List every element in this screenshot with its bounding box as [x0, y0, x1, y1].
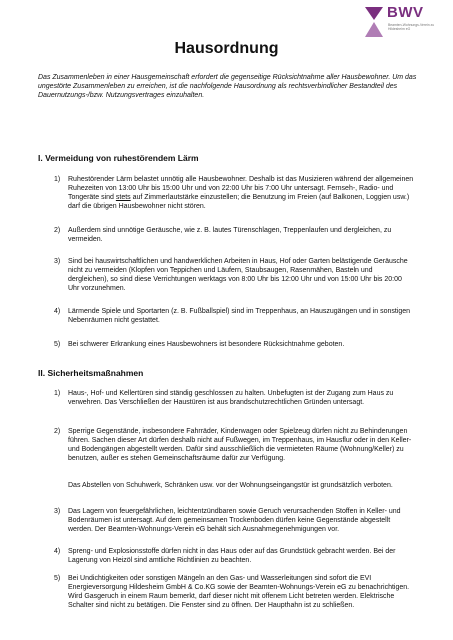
page-title: Hausordnung	[174, 40, 279, 57]
list-item	[54, 340, 414, 349]
item-number: 4)	[54, 308, 61, 315]
item-number: 5)	[54, 341, 61, 348]
list-item	[54, 389, 414, 407]
item-text: Ruhestörender Lärm belastet unnötig alle Hausbewohner. Deshalb ist das Musizieren während der allgemeinen Ruhezeiten von 13:00 Uhr bis 15:00 Uhr und von 22:00 Uhr bis 7:00 Uhr untersagt. Fernseh-, Radio- und Tongeräte sind stets auf Zimmerlautstärke einzustellen; die Benutzung im Freien (auf Balkonen, Loggien usw.) darf die übrigen Hausbewohner nicht stören.	[68, 176, 414, 210]
list-item	[54, 226, 414, 244]
item-text: Bei Undichtigkeiten oder sonstigen Mängeln an den Gas- und Wasserleitungen sind sofort die EVI Energieversorgung Hildesheim GmbH & Co.KG sowie der Beamten-Wohnungs-Verein eG zu benachrichtigen. Wird Gasgeruch in einem Raum bemerkt, darf dieser nicht mit offenem Licht betreten werden. Elektrische Schalter sind nicht zu betätigen. Die Fenster sind zu öffnen. Der Haupthahn ist zu schließen.	[68, 575, 410, 609]
logo-triangles-icon	[365, 7, 385, 37]
item-number: 1)	[54, 176, 61, 183]
logo-subtitle: Beamten-Wohnungs-Verein zu Hildesheim eG	[388, 23, 435, 31]
item-number: 3)	[54, 258, 61, 265]
item-text: Lärmende Spiele und Sportarten (z. B. Fußballspiel) sind im Treppenhaus, an Hauszugängen und in sonstigen Nebenräumen nicht gestattet.	[68, 308, 411, 324]
section-title-sicherheit: II. Sicherheitsmaßnahmen	[38, 368, 144, 378]
list-item	[54, 574, 414, 610]
list-item	[54, 307, 414, 325]
item-number: 1)	[54, 390, 61, 397]
list-item	[54, 175, 414, 211]
section-title-laerm: I. Vermeidung von ruhestörendem Lärm	[38, 153, 199, 163]
item-text: Spreng- und Explosionsstoffe dürfen nicht in das Haus oder auf das Grundstück gebracht werden. Bei der Lagerung von Heizöl sind amtliche Richtlinien zu beachten.	[68, 548, 396, 564]
item-number: 2)	[54, 227, 61, 234]
emphasis-text: stets	[115, 194, 131, 201]
item-text: Bei schwerer Erkrankung eines Hausbewohners ist besondere Rücksichtnahme geboten.	[68, 341, 345, 348]
item-text: Außerdem sind unnötige Geräusche, wie z. B. lautes Türenschlagen, Treppenlaufen und dergleichen, zu vermeiden.	[68, 227, 392, 243]
intro-text: Das Zusammenleben in einer Hausgemeinschaft erfordert die gegenseitige Rücksichtnahme aller Hausbewohner. Um das ungestörte Zusammenleben zu erreichen, ist die nachfolgende Hausordnung als rechtsverbindlicher Bestandteil des Dauernutzungs-/bzw. Nutzungsvertrages einzuhalten.	[38, 74, 417, 99]
item-text: Das Lagern von feuergefährlichen, leichtentzündbaren sowie Geruch verursachenden Stoffen in Keller- und Bodenräumen ist untersagt. Auf dem gemeinsamen Trockenboden dürfen keine Gegenstände abgestellt werden. Der Beamten-Wohnungs-Verein eG behält sich Ausnahmegenehmigungen vor.	[68, 508, 401, 533]
item-number: 4)	[54, 548, 61, 555]
paragraph: Das Abstellen von Schuhwerk, Schränken usw. vor der Wohnungseingangstür ist grundsätzlich verboten.	[68, 482, 393, 489]
item-number: 3)	[54, 508, 61, 515]
list-item	[54, 547, 414, 565]
item-text: Sperrige Gegenstände, insbesondere Fahrräder, Kinderwagen oder Spielzeug dürfen nicht zu Behinderungen führen. Sachen dieser Art dürfen deshalb nicht auf Fußwegen, im Treppenhaus, im Hausflur oder in den Keller- und Bodengängen abgestellt werden. Dafür sind ausschließlich die vermieteten Räume (Wohnung/Keller) zu benutzen, außer es stehen Gemeinschaftsräume dafür zur Verfügung.	[68, 428, 412, 462]
item-number: 5)	[54, 575, 61, 582]
bwv-logo	[365, 4, 445, 44]
logo-name: BWV	[387, 4, 424, 21]
item-text: Haus-, Hof- und Kellertüren sind ständig geschlossen zu halten. Unbefugten ist der Zugang zum Haus zu verwehren. Das Verschließen der Haustüren ist aus brandschutzrechtlichen Gründen untersagt.	[68, 390, 394, 406]
list-item	[54, 257, 414, 293]
list-item	[54, 507, 414, 534]
item-number: 2)	[54, 428, 61, 435]
item-text: Sind bei hauswirtschaftlichen und handwerklichen Arbeiten in Haus, Hof oder Garten belästigende Geräusche nicht zu vermeiden (Klopfen von Teppichen und Läufern, Staubsaugen, Rasenmähen, Basteln und dergleichen), so sind diese Verrichtungen werktags von 8:00 Uhr bis 12:00 Uhr und von 15:00 Uhr bis 20:00 Uhr vorzunehmen.	[68, 258, 408, 292]
list-item	[54, 427, 414, 463]
